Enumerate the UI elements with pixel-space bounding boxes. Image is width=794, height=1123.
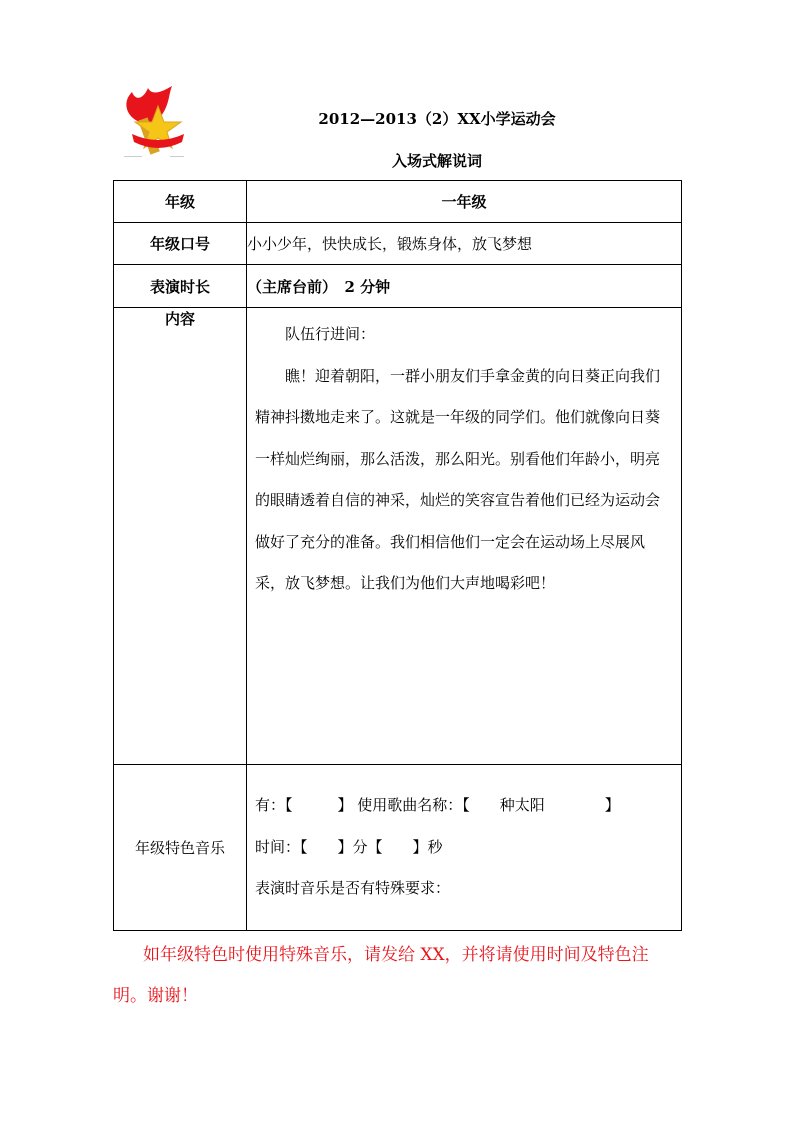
duration-value: （主席台前） 2 分钟 (247, 265, 682, 308)
grade-label: 年级 (114, 181, 247, 223)
table-row-slogan (114, 223, 682, 265)
music-time-line: 时间：【 】分【 】秒 (255, 837, 443, 856)
music-label: 年级特色音乐 (114, 765, 247, 931)
table-row-duration (114, 265, 682, 308)
content-value (247, 308, 682, 765)
document-subtitle: 入场式解说词 (391, 152, 482, 170)
grade-value: 一年级 (247, 181, 682, 223)
commentary-table (113, 180, 682, 931)
music-requirement-line: 表演时音乐是否有特殊要求： (255, 879, 451, 898)
document-title: 2012—2013（2）XX小学运动会 (318, 110, 556, 128)
content-paragraph: 瞧！迎着朝阳，一群小朋友们手拿金黄的向日葵正向我们精神抖擞地走来了。这就是一年级的同学们。他们就像向日葵一样灿烂绚丽，那么活泼，那么阳光。别看他们年龄小，明亮的眼睛透着自信的神采，灿烂的笑容宣告着他们已经为运动会做好了充分的准备。我们相信他们一定会在运动场上尽展风采，放飞梦想。让我们为他们大声地喝彩吧！ (255, 366, 661, 592)
content-label: 内容 (114, 308, 247, 765)
table-row-grade (114, 181, 682, 223)
slogan-label: 年级口号 (114, 223, 247, 265)
music-value (247, 765, 682, 931)
table-row-music (114, 765, 682, 931)
music-song-line: 有：【 】 使用歌曲名称：【 种太阳 】 (255, 796, 620, 815)
content-paragraph: 队伍行进间： (285, 325, 376, 343)
slogan-value: 小小少年，快快成长，锻炼身体，放飞梦想 (247, 223, 682, 265)
footer-note-text: 如年级特色时使用特殊音乐，请发给 XX，并将请使用时间及特色注明。谢谢！ (113, 945, 649, 1006)
footer-note (113, 935, 673, 1017)
duration-label: 表演时长 (114, 265, 247, 308)
table-row-content (114, 308, 682, 765)
